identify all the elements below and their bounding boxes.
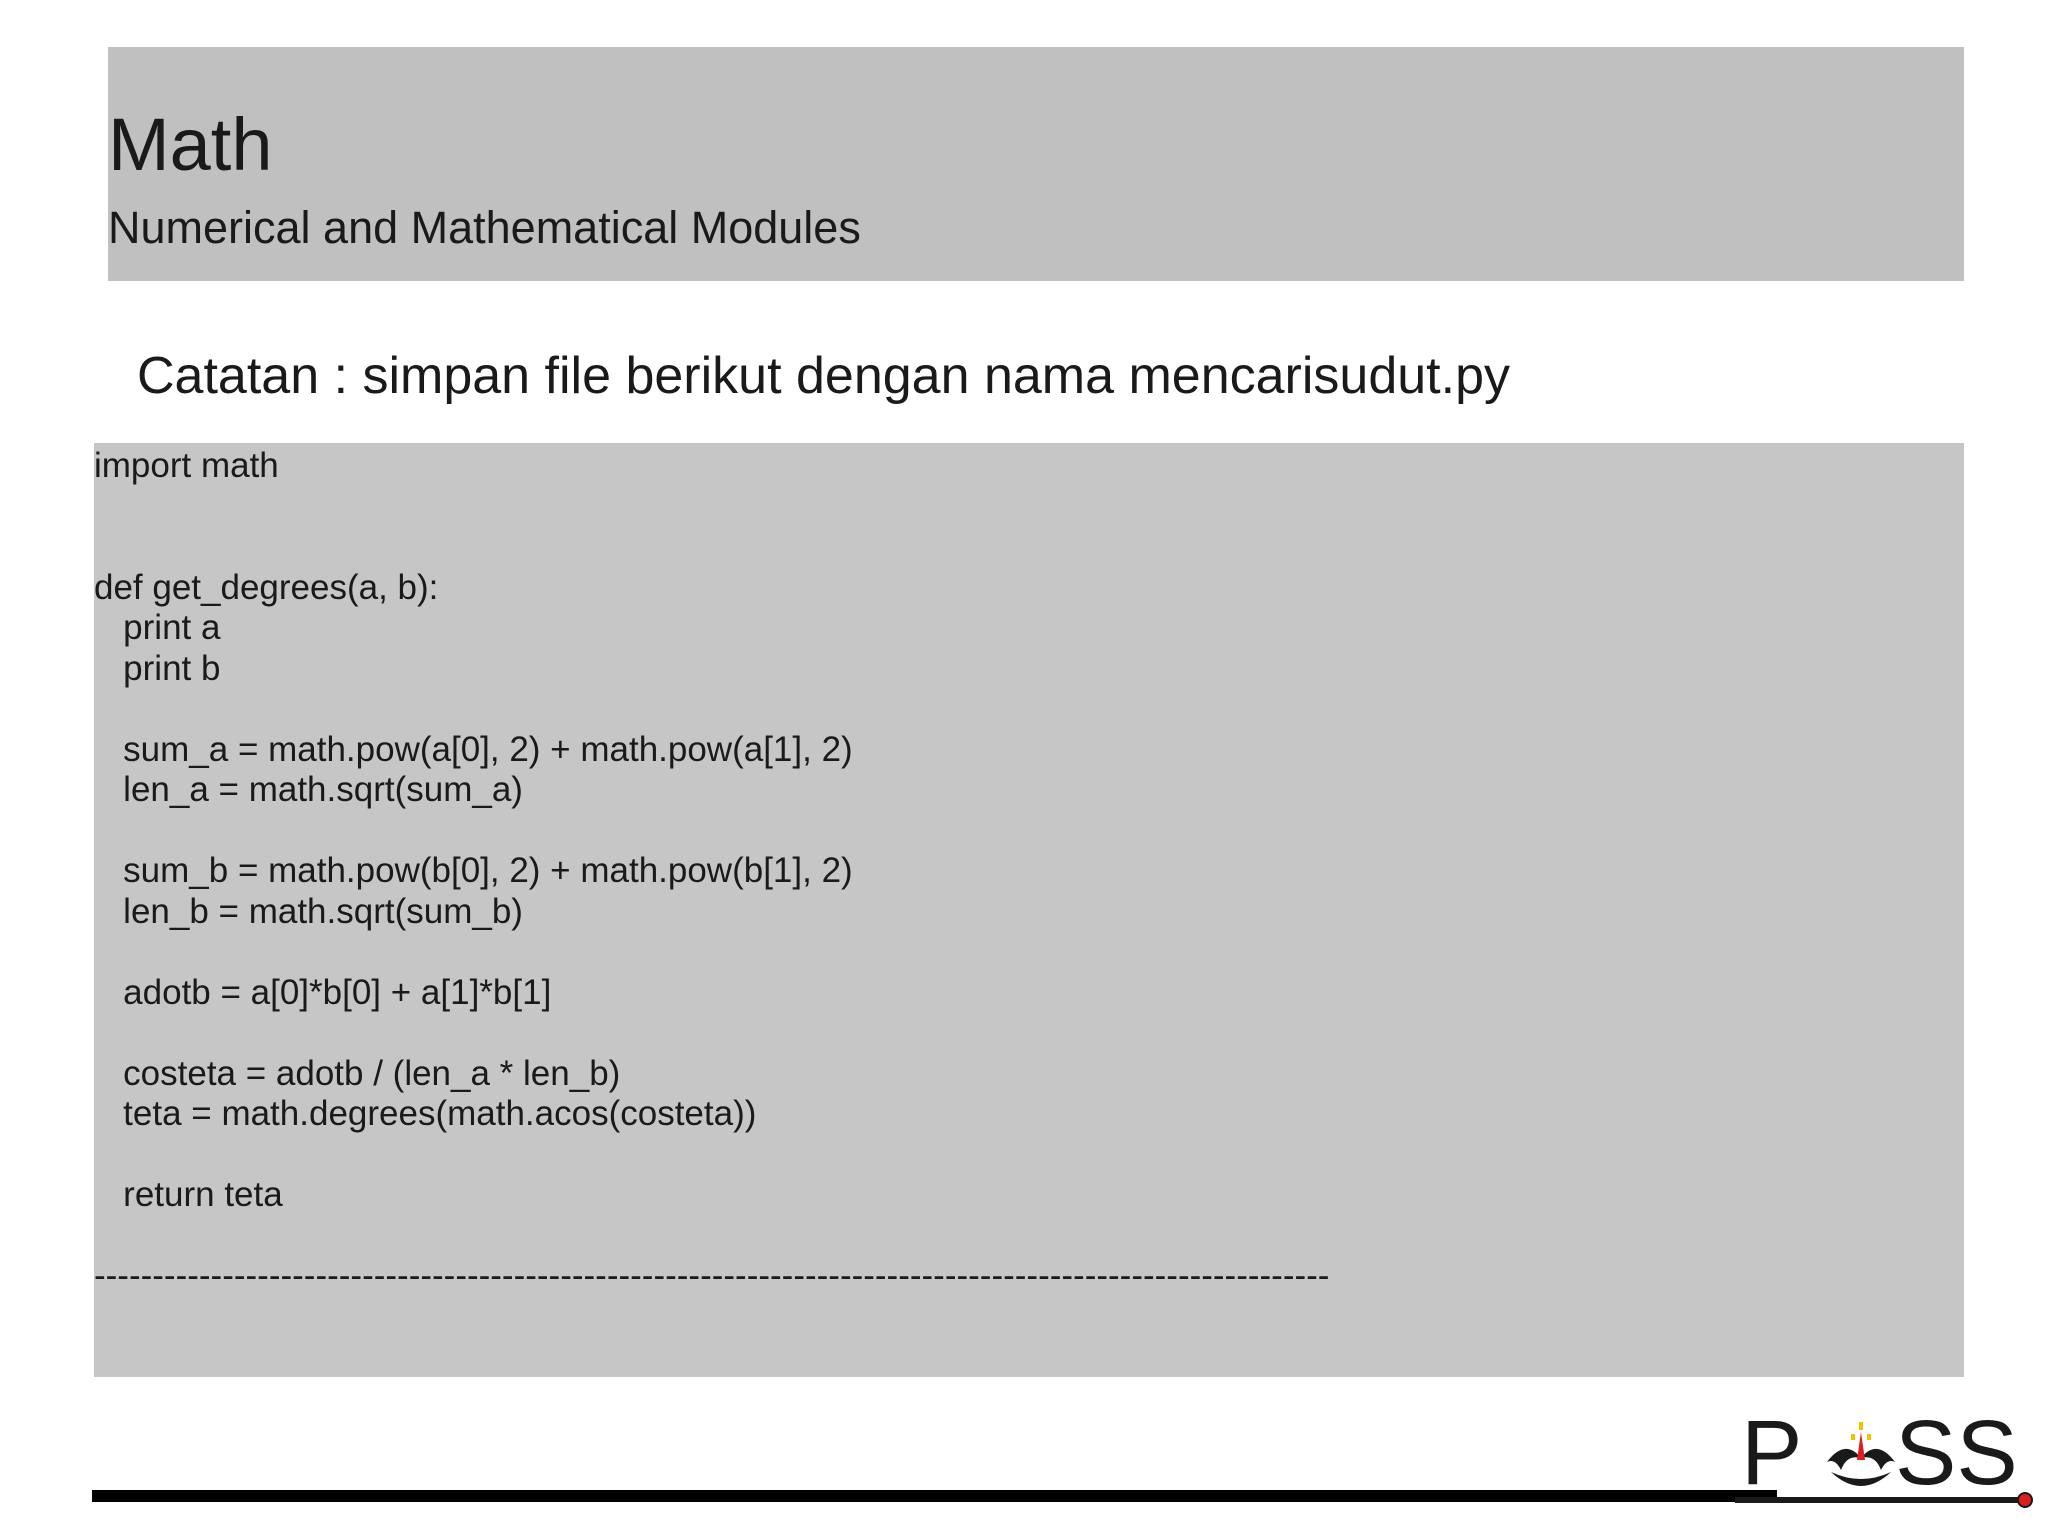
- logo-letter-p: P: [1741, 1402, 1803, 1504]
- code-line: adotb = a[0]*b[0] + a[1]*b[1]: [94, 972, 552, 1012]
- code-line: sum_a = math.pow(a[0], 2) + math.pow(a[1], 2): [94, 729, 853, 769]
- code-line: len_b = math.sqrt(sum_b): [94, 891, 523, 931]
- logo-emblem-icon: [1827, 1422, 1895, 1486]
- code-line: import math: [94, 446, 279, 485]
- code-line: sum_b = math.pow(b[0], 2) + math.pow(b[1], 2): [94, 851, 853, 890]
- code-line: ----------------------------------------------------------------------------------------------------------: [94, 1256, 1330, 1295]
- code-line: def get_degrees(a, b):: [94, 567, 439, 607]
- code-line: return teta: [94, 1175, 283, 1214]
- note-text: Catatan : simpan file berikut dengan nama mencarisudut.py: [137, 347, 1510, 405]
- slide-subtitle: Numerical and Mathematical Modules: [108, 202, 861, 253]
- slide-title: Math: [108, 103, 273, 186]
- code-block: [94, 446, 1329, 1297]
- logo-letters-ss: SS: [1895, 1402, 2018, 1504]
- footer-bar: [92, 1490, 1777, 1502]
- code-line: len_a = math.sqrt(sum_a): [94, 770, 523, 809]
- code-line: print a: [94, 608, 221, 647]
- code-line: costeta = adotb / (len_a * len_b): [94, 1053, 621, 1093]
- poss-logo-icon: [1735, 1400, 2035, 1510]
- code-line: print b: [94, 648, 221, 688]
- code-line: teta = math.degrees(math.acos(costeta)): [94, 1094, 757, 1133]
